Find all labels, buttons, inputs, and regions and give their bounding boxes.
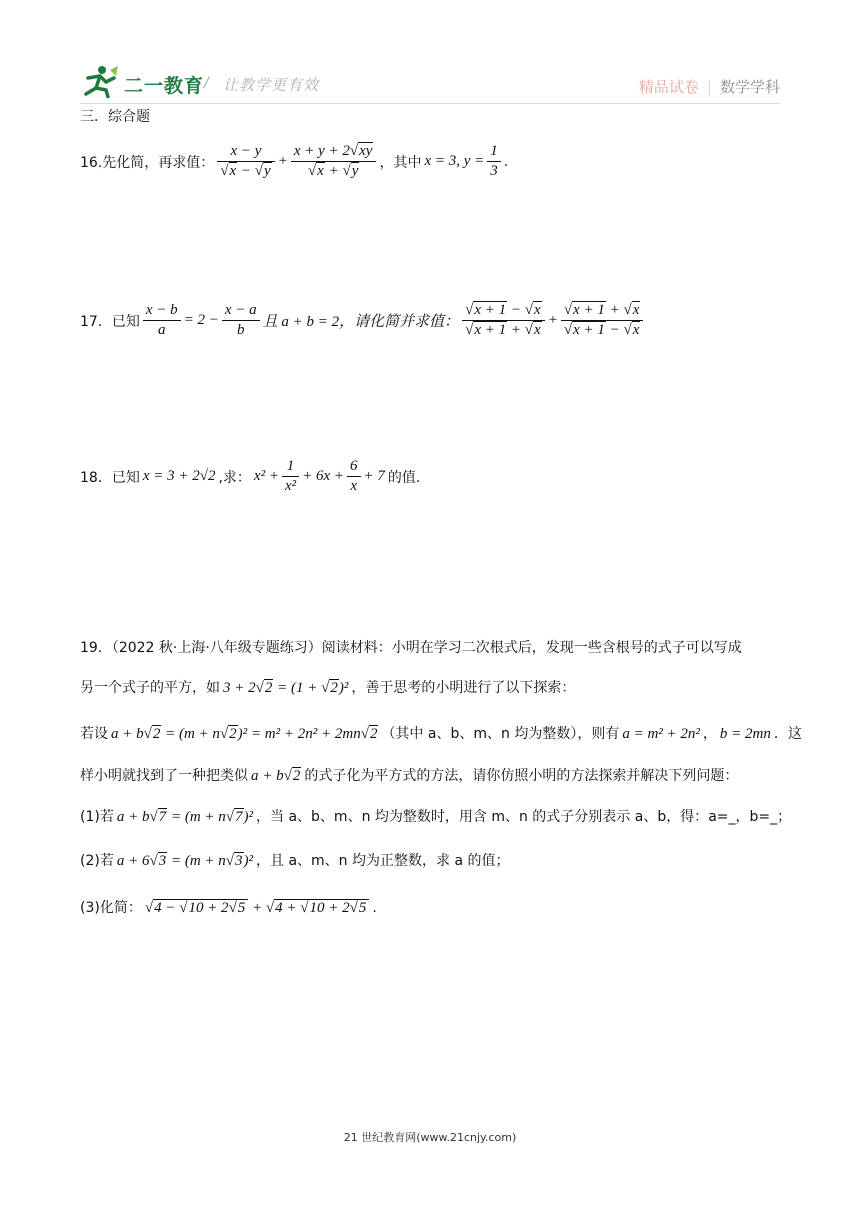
q16-fraction-1: $\frac{x - y}{√x - √y}$ — [217, 143, 274, 180]
q17-fraction-1: $\frac{x - b}{a}$ — [143, 302, 181, 339]
q18-label: 18．已知 — [80, 469, 140, 486]
q19-part-1-text: ，当 a、b、m、n 均为整数时，用含 m、n 的式子分别表示 a、b，得：a=_，b=_； — [256, 809, 792, 825]
q17-condition: 且 a + b = 2，请化简并求值： — [262, 314, 460, 330]
q19-part-2: (2)若 a + 6√3 = (m + n√3)² ，且 a、m、n 均为正整数，求 a 的值； — [80, 853, 510, 869]
q16-fraction-third: $\frac{1}{3}$ — [487, 143, 501, 180]
header-tag-quality: 精品试卷 — [638, 78, 699, 96]
runner-logo-icon — [80, 64, 120, 98]
question-16: 16.先化简，再求值： $\frac{x - y}{√x - √y}$ + $\frac{x + y + 2√xy}{√x + √y}$ ，其中 x = 3, y = $\frac{1}{3}$ . — [80, 143, 509, 179]
page-footer: 21 世纪教育网(www.21cnjy.com) — [343, 1131, 517, 1144]
q19-line-4-text-b: 的式子化为平方式的方法，请你仿照小明的方法探索并解决下列问题： — [304, 768, 739, 784]
q19-line-2: 另一个式子的平方，如 3 + 2√2 = (1 + √2)² ，善于思考的小明进行了以下探索： — [80, 680, 576, 696]
q19-line-1: 19．（2022 秋·上海·八年级专题练习）阅读材料：小明在学习二次根式后，发现一些含根号的式子可以写成 — [80, 640, 742, 656]
question-17: 17．已知 $\frac{x - b}{a}$ = 2 − $\frac{x - a}{b}$ 且 a + b = 2，请化简并求值： $\frac{√x + 1 - √x}{√x + 1 + √x}$ + $\frac{√x + 1 + √x}{√x + 1 - √x}$ — [80, 302, 643, 339]
q19-line-3-text-a: 若设 — [80, 726, 108, 742]
q18-mid: ,求： — [218, 469, 251, 486]
q17-fraction-4: $\frac{√x + 1 + √x}{√x + 1 - √x}$ — [561, 302, 644, 339]
slogan-separator: / — [204, 75, 209, 91]
q17-fraction-3: $\frac{√x + 1 - √x}{√x + 1 + √x}$ — [462, 302, 545, 339]
q19-line-3-text-c: ， — [702, 726, 717, 742]
q19-part-2-text: ，且 a、m、n 均为正整数，求 a 的值； — [256, 853, 510, 869]
q19-line-3-text-b: （其中 a、b、m、n 均为整数），则有 — [381, 726, 620, 742]
q19-part-1: (1)若 a + b√7 = (m + n√7)² ，当 a、b、m、n 均为整数时，用含 m、n 的式子分别表示 a、b，得：a=_，b=_； — [80, 809, 792, 825]
header-divider: | — [706, 78, 712, 96]
q17-fraction-2: $\frac{x - a}{b}$ — [222, 302, 260, 339]
page-header — [80, 62, 780, 102]
q18-fraction-2: $\frac{6}{x}$ — [347, 458, 361, 495]
q19-line-3: 若设 a + b√2 = (m + n√2)² = m² + 2n² + 2mn√2 （其中 a、b、m、n 均为整数），则有 a = m² + 2n² ， b = 2mn ．这 — [80, 726, 802, 742]
q19-line-2-text-b: ，善于思考的小明进行了以下探索： — [351, 680, 576, 696]
header-divider-line — [80, 103, 780, 104]
q19-line-4-text-a: 样小明就找到了一种把类似 — [80, 768, 248, 784]
q18-fraction-1: $\frac{1}{\text{x²}}$ — [282, 458, 299, 495]
header-subject — [639, 76, 780, 97]
question-18: 18．已知 x = 3 + 2√2 ,求： x² + $\frac{1}{\text{x²}}$ + 6x + $\frac{6}{x}$ + 7 的值. — [80, 458, 421, 494]
q16-fraction-2: $\frac{x + y + 2√xy}{√x + √y}$ — [291, 143, 377, 180]
q19-line-3-text-d: ．这 — [773, 726, 802, 742]
q19-part-2-label: (2)若 — [80, 853, 114, 869]
q19-line-2-text-a: 另一个式子的平方，如 — [80, 680, 220, 696]
q19-part-1-label: (1)若 — [80, 809, 114, 825]
q16-condition: x = 3, y = — [424, 153, 485, 169]
q19-part-3: (3)化简： √4 − √10 + 2√5 + √4 + √10 + 2√5 . — [80, 900, 377, 916]
q18-expr: x = 3 + 2√2 — [142, 468, 216, 484]
logo-text: 二一教育 — [124, 75, 205, 97]
q16-end: . — [503, 153, 509, 170]
q16-label: 16.先化简，再求值： — [80, 154, 215, 171]
section-title: 三．综合题 — [80, 109, 150, 125]
q18-end: 的值. — [387, 469, 421, 486]
q19-line-4: 样小明就找到了一种把类似 a + b√2 的式子化为平方式的方法，请你仿照小明的方法探索并解决下列问题： — [80, 768, 739, 784]
slogan: 让教学更有效 — [223, 76, 320, 94]
q17-label: 17．已知 — [80, 313, 140, 330]
q19-part-3-end: . — [372, 900, 377, 916]
header-tag-subject: 数学学科 — [719, 78, 780, 96]
q16-mid: ，其中 — [379, 154, 422, 171]
q19-part-3-label: (3)化简： — [80, 900, 142, 916]
